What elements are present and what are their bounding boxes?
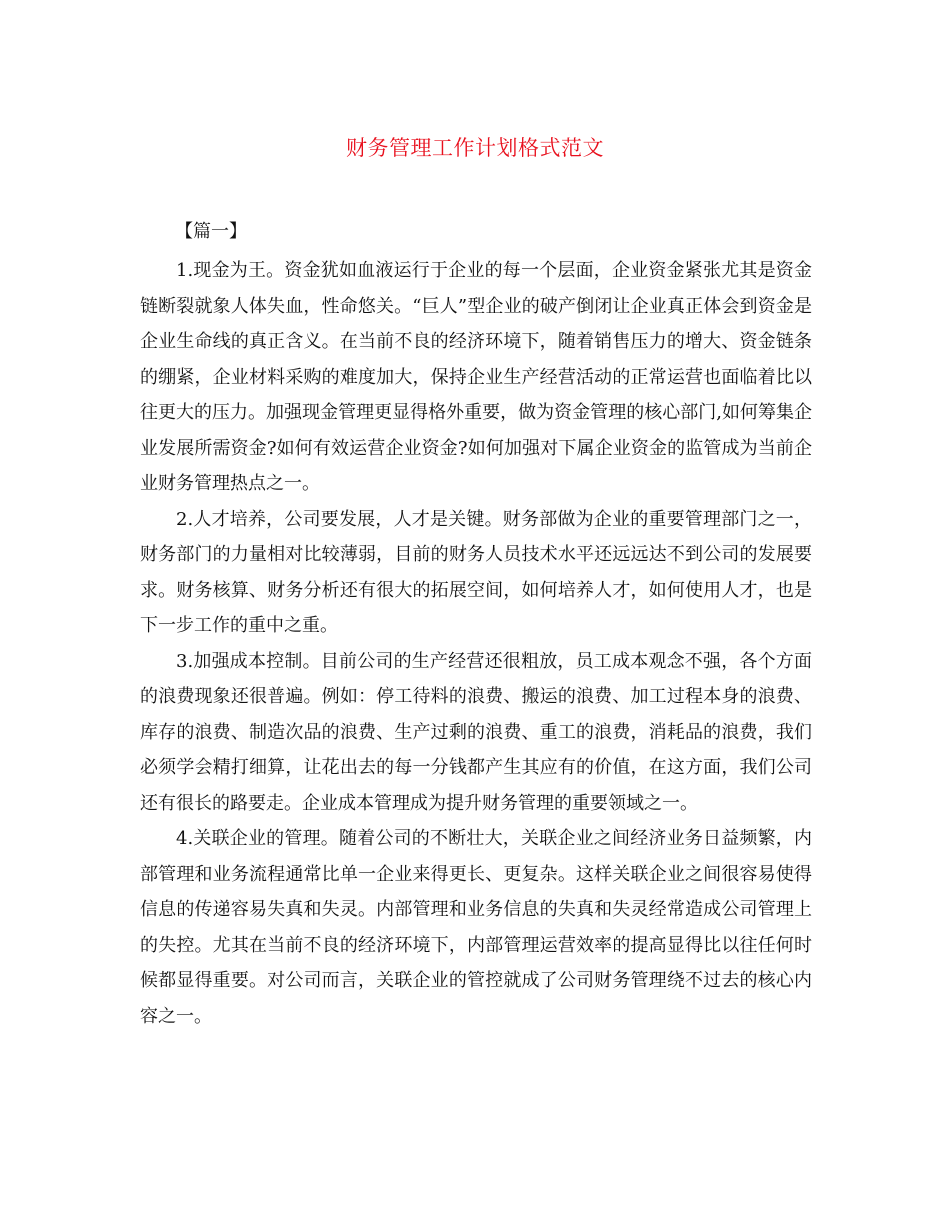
section-label: 【篇一】 xyxy=(175,221,247,242)
paragraph-cash: 1.现金为王。资金犹如血液运行于企业的每一个层面，企业资金紧张尤其是资金链断裂就象人体失血，性命悠关。“巨人”型企业的破产倒闭让企业真正体会到资金是企业生命线的真正含义。在当前不良的经济环境下，随着销售压力的增大、资金链条的绷紧，企业材料采购的难度加大，保持企业生产经营活动的正常运营也面临着比以往更大的压力。加强现金管理更显得格外重要，做为资金管理的核心部门,如何筹集企业发展所需资金?如何有效运营企业资金?如何加强对下属企业资金的监管成为当前企业财务管理热点之一。 xyxy=(140,260,812,494)
paragraph-affiliates: 4.关联企业的管理。随着公司的不断壮大，关联企业之间经济业务日益频繁，内部管理和业务流程通常比单一企业来得更长、更复杂。这样关联企业之间很容易使得信息的传递容易失真和失灵。内部管理和业务信息的失真和失灵经常造成公司管理上的失控。尤其在当前不良的经济环境下，内部管理运营效率的提高显得比以往任何时候都显得重要。对公司而言，关联企业的管控就成了公司财务管理绕不过去的核心内容之一。 xyxy=(140,828,812,1027)
document-body xyxy=(140,253,812,1034)
paragraph-talent: 2.人才培养，公司要发展，人才是关键。财务部做为企业的重要管理部门之一，财务部门的力量相对比较薄弱，目前的财务人员技术水平还远远达不到公司的发展要求。财务核算、财务分析还有很大的拓展空间，如何培养人才，如何使用人才，也是下一步工作的重中之重。 xyxy=(140,508,812,636)
paragraph-cost-control: 3.加强成本控制。目前公司的生产经营还很粗放，员工成本观念不强，各个方面的浪费现象还很普遍。例如：停工待料的浪费、搬运的浪费、加工过程本身的浪费、库存的浪费、制造次品的浪费、生产过剩的浪费、重工的浪费，消耗品的浪费，我们必须学会精打细算，让花出去的每一分钱都产生其应有的价值，在这方面，我们公司还有很长的路要走。企业成本管理成为提升财务管理的重要领域之一。 xyxy=(140,650,812,814)
document-title: 财务管理工作计划格式范文 xyxy=(346,136,604,160)
